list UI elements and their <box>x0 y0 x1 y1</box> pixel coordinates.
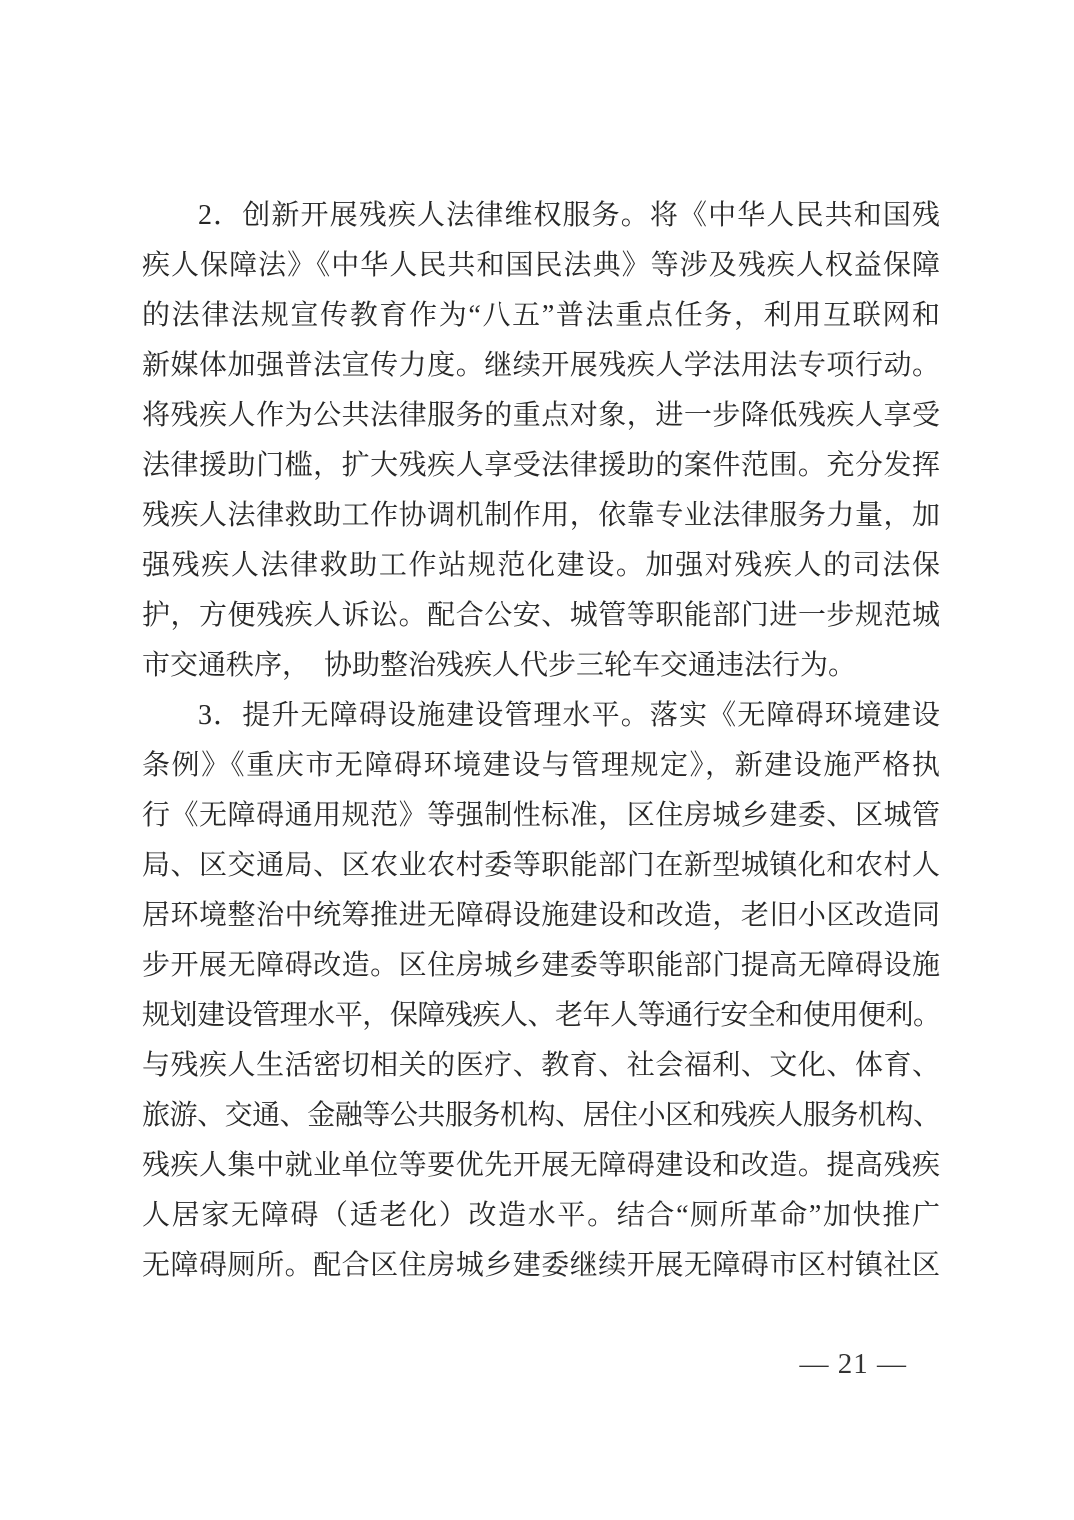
document-body <box>142 191 940 1291</box>
text-line: 新媒体加强普法宣传力度。继续开展残疾人学法用法专项行动。 <box>142 350 940 381</box>
text-line: 规划建设管理水平，保障残疾人、老年人等通行安全和使用便利。 <box>142 1000 940 1031</box>
text-line: 强残疾人法律救助工作站规范化建设。加强对残疾人的司法保 <box>142 550 940 581</box>
text-line: 残疾人法律救助工作协调机制作用，依靠专业法律服务力量，加 <box>142 500 940 531</box>
text-line: 的法律法规宣传教育作为“八五”普法重点任务，利用互联网和 <box>142 300 940 331</box>
text-line: 2．创新开展残疾人法律维权服务。将《中华人民共和国残 <box>198 200 940 231</box>
text-line: 旅游、交通、金融等公共服务机构、居住小区和残疾人服务机构、 <box>142 1100 940 1131</box>
text-line: 步开展无障碍改造。区住房城乡建委等职能部门提高无障碍设施 <box>142 950 940 981</box>
text-line: 局、区交通局、区农业农村委等职能部门在新型城镇化和农村人 <box>142 850 940 881</box>
text-line: 人居家无障碍（适老化）改造水平。结合“厕所革命”加快推广 <box>142 1200 940 1231</box>
text-line: 护，方便残疾人诉讼。配合公安、城管等职能部门进一步规范城 <box>142 600 940 631</box>
text-line: 将残疾人作为公共法律服务的重点对象，进一步降低残疾人享受 <box>142 400 940 431</box>
text-line: 3．提升无障碍设施建设管理水平。落实《无障碍环境建设 <box>198 700 940 731</box>
text-line: 法律援助门槛，扩大残疾人享受法律援助的案件范围。充分发挥 <box>142 450 940 481</box>
paragraph-item-3 <box>142 691 940 1291</box>
text-line: 残疾人集中就业单位等要优先开展无障碍建设和改造。提高残疾 <box>142 1150 940 1181</box>
page-number: — 21 — <box>799 1348 907 1380</box>
text-line: 居环境整治中统筹推进无障碍设施建设和改造，老旧小区改造同 <box>142 900 940 931</box>
text-line: 条例》《重庆市无障碍环境建设与管理规定》，新建设施严格执 <box>142 750 940 781</box>
text-line: 无障碍厕所。配合区住房城乡建委继续开展无障碍市区村镇社区 <box>142 1250 940 1281</box>
text-line: 市交通秩序， 协助整治残疾人代步三轮车交通违法行为。 <box>142 650 857 681</box>
paragraph-item-2 <box>142 191 940 691</box>
text-line: 疾人保障法》《中华人民共和国民法典》等涉及残疾人权益保障 <box>142 250 940 281</box>
text-line: 行《无障碍通用规范》等强制性标准，区住房城乡建委、区城管 <box>142 800 940 831</box>
text-line: 与残疾人生活密切相关的医疗、教育、社会福利、文化、体育、 <box>142 1050 940 1081</box>
